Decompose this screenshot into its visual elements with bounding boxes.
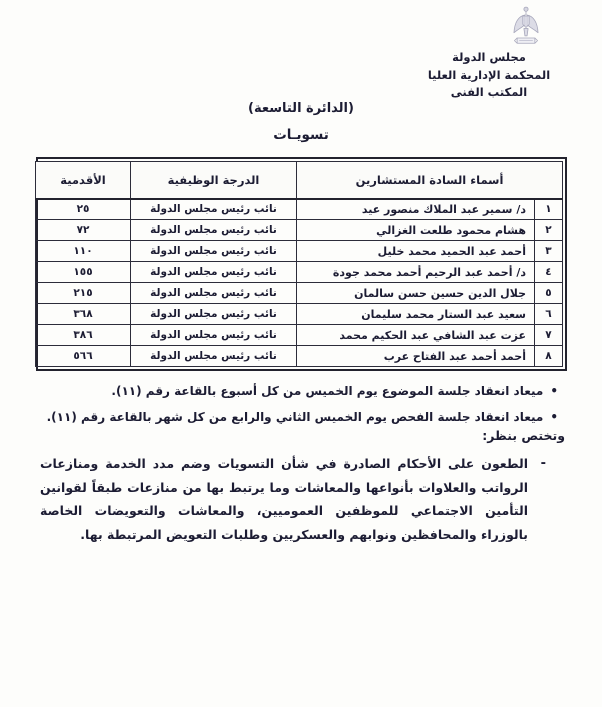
counselor-name-cell: هشام محمود طلعت الغزالي bbox=[297, 220, 535, 241]
grade-cell: نائب رئيس مجلس الدولة bbox=[131, 199, 297, 220]
table-row bbox=[36, 262, 563, 283]
org-line-council: مجلس الدولة bbox=[452, 50, 526, 64]
table-row bbox=[36, 283, 563, 304]
row-number-cell: ٤ bbox=[535, 262, 563, 283]
bullet-icon: • bbox=[550, 410, 558, 424]
counselor-name-cell: أحمد عبد الحميد محمد خليل bbox=[297, 241, 535, 262]
circuit-title: (الدائرة التاسعة) bbox=[248, 101, 354, 116]
org-header bbox=[404, 49, 574, 102]
grade-cell: نائب رئيس مجلس الدولة bbox=[131, 220, 297, 241]
seniority-cell: ٢١٥ bbox=[36, 283, 131, 304]
grade-cell: نائب رئيس مجلس الدولة bbox=[131, 283, 297, 304]
grade-cell: نائب رئيس مجلس الدولة bbox=[131, 325, 297, 346]
egypt-coat-of-arms-icon bbox=[510, 5, 542, 49]
counselor-name-cell: سعيد عبد الستار محمد سليمان bbox=[297, 304, 535, 325]
table-row bbox=[36, 220, 563, 241]
dash-marker: - bbox=[540, 456, 546, 471]
grade-cell: نائب رئيس مجلس الدولة bbox=[131, 304, 297, 325]
seniority-cell: ٧٢ bbox=[36, 220, 131, 241]
seniority-cell: ٣٦٨ bbox=[36, 304, 131, 325]
row-number-cell: ٣ bbox=[535, 241, 563, 262]
grade-cell: نائب رئيس مجلس الدولة bbox=[131, 262, 297, 283]
counselor-name-cell: أحمد أحمد عبد الفتاح عرب bbox=[297, 346, 535, 367]
counselors-table bbox=[36, 157, 567, 371]
table-row bbox=[36, 325, 563, 346]
table-row bbox=[36, 304, 563, 325]
counselor-name-cell: د/ أحمد عبد الرحيم أحمد محمد جودة bbox=[297, 262, 535, 283]
grade-cell: نائب رئيس مجلس الدولة bbox=[131, 346, 297, 367]
jurisdiction-item bbox=[40, 452, 546, 546]
session-note-subject bbox=[34, 378, 558, 404]
table-header-row bbox=[36, 162, 563, 199]
table-row bbox=[36, 199, 563, 220]
session-note-text: ميعاد انعقاد جلسة الفحص يوم الخميس الثاني والرابع من كل شهر بالقاعة رقم (١١). bbox=[46, 410, 544, 424]
session-note-text: ميعاد انعقاد جلسة الموضوع يوم الخميس من كل أسبوع بالقاعة رقم (١١). bbox=[111, 384, 544, 398]
counselor-name-cell: عزت عبد الشافي عبد الحكيم محمد bbox=[297, 325, 535, 346]
row-number-cell: ٥ bbox=[535, 283, 563, 304]
header-seniority: الأقدمية bbox=[36, 162, 131, 199]
subject-title: تسويـات bbox=[273, 127, 329, 143]
session-note-examination bbox=[34, 404, 558, 430]
row-number-cell: ١ bbox=[535, 199, 563, 220]
header-grade: الدرجة الوظيفية bbox=[131, 162, 297, 199]
table-row bbox=[36, 241, 563, 262]
jurisdiction-intro: وتختص بنظر: bbox=[482, 428, 565, 443]
grade-cell: نائب رئيس مجلس الدولة bbox=[131, 241, 297, 262]
row-number-cell: ٢ bbox=[535, 220, 563, 241]
bullet-icon: • bbox=[550, 384, 558, 398]
org-line-office: المكتب الفنى bbox=[450, 85, 528, 99]
table-row bbox=[36, 346, 563, 367]
row-number-cell: ٦ bbox=[535, 304, 563, 325]
seniority-cell: ٢٥ bbox=[36, 199, 131, 220]
seniority-cell: ٣٨٦ bbox=[36, 325, 131, 346]
title-block bbox=[0, 101, 602, 143]
counselor-name-cell: جلال الدين حسين حسن سالمان bbox=[297, 283, 535, 304]
jurisdiction-text: الطعون على الأحكام الصادرة في شأن التسويات وضم مدد الخدمة ومنازعات الرواتب والعلاوات بأنواعها والمعاشات وما يرتبط بها من منازعات طبقاً لقوانين التأمين الاجتماعي للموظفين العموميين، والمعاشات والتعويضات الخاصة بالوزراء والمحافظين ونوابهم والعسكريين وطلبات التعويض المرتبطة بها. bbox=[40, 456, 528, 542]
header-names: أسماء السادة المستشارين bbox=[297, 162, 563, 199]
row-number-cell: ٧ bbox=[535, 325, 563, 346]
org-line-court: المحكمة الإدارية العليا bbox=[427, 67, 551, 82]
counselor-name-cell: د/ سمير عبد الملاك منصور عيد bbox=[297, 199, 535, 220]
seniority-cell: ١٥٥ bbox=[36, 262, 131, 283]
row-number-cell: ٨ bbox=[535, 346, 563, 367]
seniority-cell: ١١٠ bbox=[36, 241, 131, 262]
session-notes bbox=[34, 378, 558, 430]
seniority-cell: ٥٦٦ bbox=[36, 346, 131, 367]
